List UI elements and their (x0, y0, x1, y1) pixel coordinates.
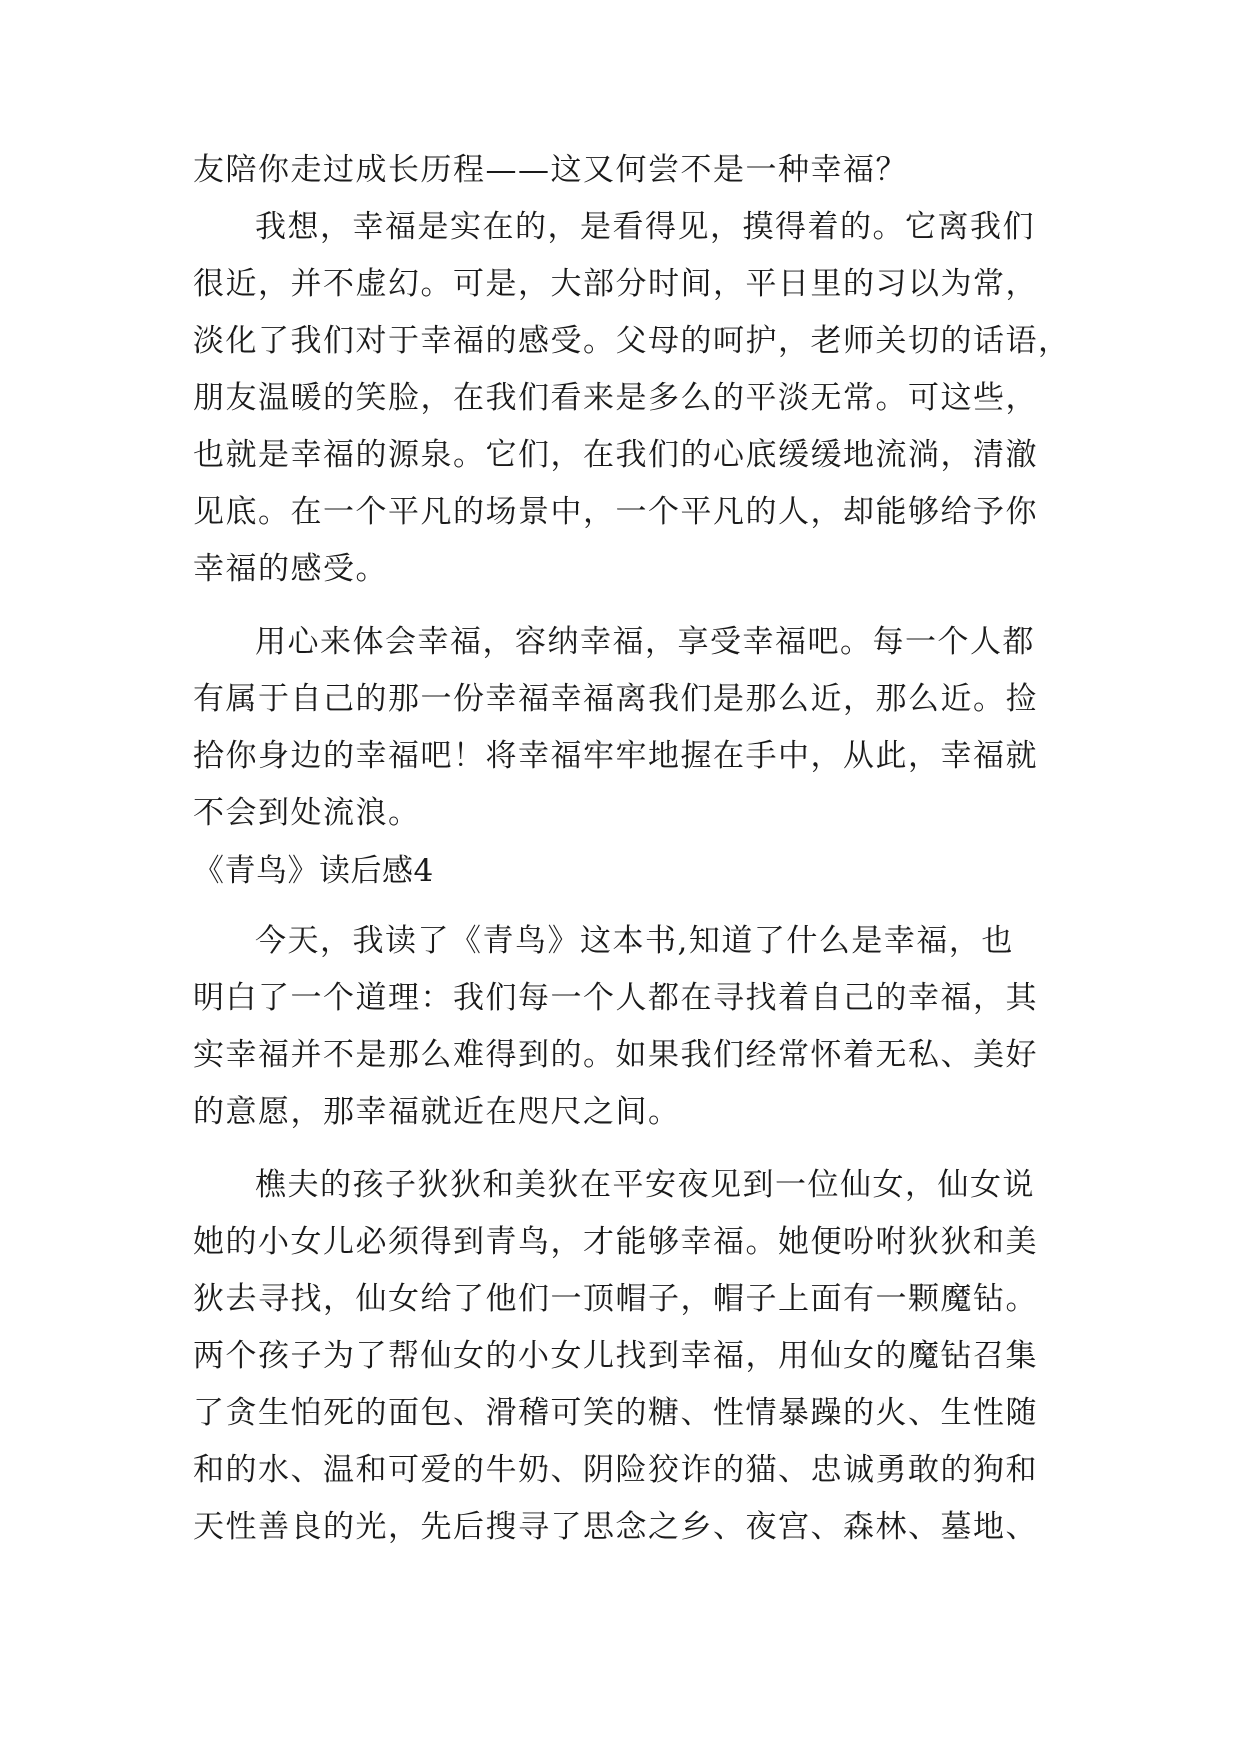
text-line: 天性善良的光，先后搜寻了思念之乡、夜宫、森林、墓地、 (193, 1509, 1038, 1545)
paragraph-start-line: 用心来体会幸福，容纳幸福，享受幸福吧。每一个人都 (255, 624, 1035, 660)
paragraph-start-line: 樵夫的孩子狄狄和美狄在平安夜见到一位仙女，仙女说 (255, 1167, 1035, 1203)
paragraph-start-line: 今天，我读了《青鸟》这本书,知道了什么是幸福，也 (255, 923, 1014, 959)
text-line: 和的水、温和可爱的牛奶、阴险狡诈的猫、忠诚勇敢的狗和 (193, 1452, 1038, 1488)
paragraph-start-line: 我想，幸福是实在的，是看得见，摸得着的。它离我们 (255, 209, 1035, 245)
text-line: 的意愿，那幸福就近在咫尺之间。 (193, 1094, 681, 1130)
text-line: 了贪生怕死的面包、滑稽可笑的糖、性情暴躁的火、生性随 (193, 1395, 1038, 1431)
text-line: 也就是幸福的源泉。它们，在我们的心底缓缓地流淌，清澈 (193, 437, 1038, 473)
text-line: 友陪你走过成长历程——这又何尝不是一种幸福？ (193, 152, 908, 188)
text-line: 有属于自己的那一份幸福幸福离我们是那么近，那么近。捡 (193, 681, 1038, 717)
text-line: 幸福的感受。 (193, 551, 388, 587)
text-line: 狄去寻找，仙女给了他们一顶帽子，帽子上面有一颗魔钻。 (193, 1281, 1038, 1317)
text-line: 见底。在一个平凡的场景中，一个平凡的人，却能够给予你 (193, 494, 1038, 530)
text-line: 她的小女儿必须得到青鸟，才能够幸福。她便吩咐狄狄和美 (193, 1224, 1038, 1260)
text-line: 淡化了我们对于幸福的感受。父母的呵护，老师关切的话语， (193, 323, 1071, 359)
text-line: 实幸福并不是那么难得到的。如果我们经常怀着无私、美好 (193, 1037, 1038, 1073)
text-line: 很近，并不虚幻。可是，大部分时间，平日里的习以为常， (193, 266, 1038, 302)
text-line: 朋友温暖的笑脸，在我们看来是多么的平淡无常。可这些， (193, 380, 1038, 416)
text-line: 明白了一个道理：我们每一个人都在寻找着自己的幸福，其 (193, 980, 1038, 1016)
text-line: 不会到处流浪。 (193, 795, 421, 831)
section-heading: 《青鸟》读后感4 (193, 853, 434, 889)
text-line: 两个孩子为了帮仙女的小女儿找到幸福，用仙女的魔钻召集 (193, 1338, 1038, 1374)
text-line: 拾你身边的幸福吧！将幸福牢牢地握在手中，从此，幸福就 (193, 738, 1038, 774)
